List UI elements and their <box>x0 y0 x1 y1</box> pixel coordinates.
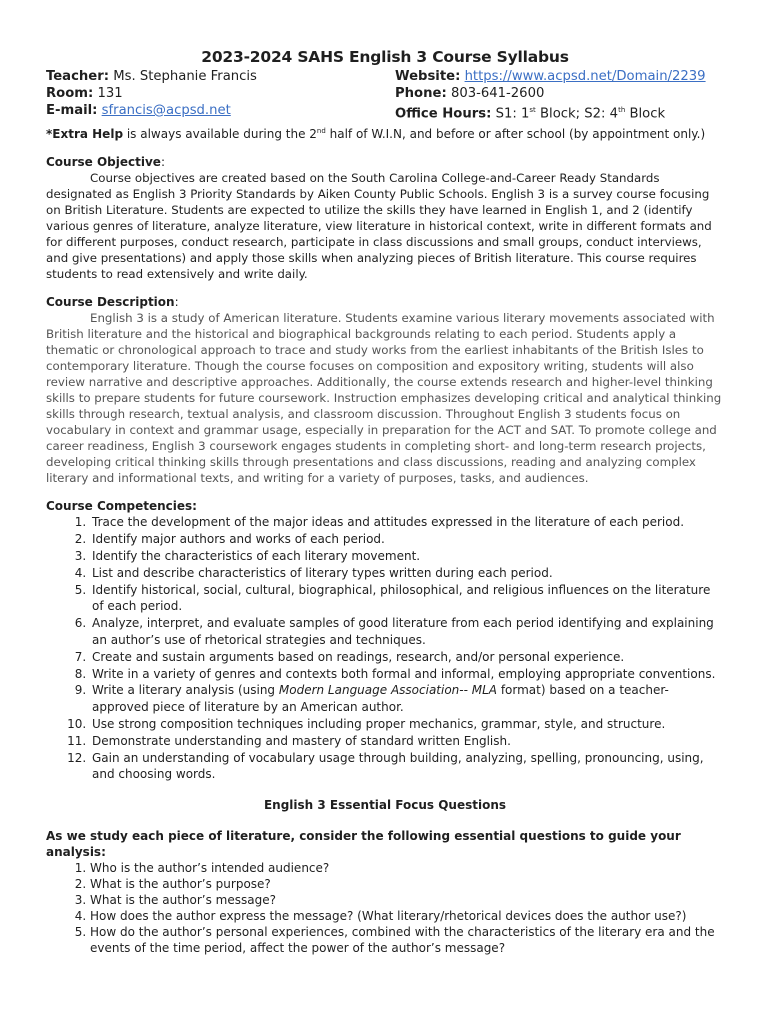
page-title: 2023-2024 SAHS English 3 Course Syllabus <box>201 48 569 66</box>
list-item: 1. Trace the development of the major ideas and attitudes expressed in the literature of each period. <box>90 514 724 531</box>
email-line <box>46 102 395 122</box>
essential-questions-heading: English 3 Essential Focus Questions <box>263 798 507 813</box>
office-hours-label: Office Hours: <box>395 106 492 122</box>
essential-questions-intro: As we study each piece of literature, consider the following essential questions to guide your analysis: <box>46 829 681 860</box>
office-hours-line <box>395 102 724 122</box>
teacher-label: Teacher: <box>46 69 110 84</box>
office-end: Block <box>625 106 666 122</box>
description-heading-text: Course Description <box>46 295 175 310</box>
item9-post: format) based on a teacher-approved piece of literature by an American author. <box>92 683 669 715</box>
website-label: Website: <box>395 69 461 84</box>
room-label: Room: <box>46 86 94 101</box>
website-line <box>395 68 724 85</box>
objective-paragraph: Course objectives are created based on the South Carolina College-and-Career Ready Standards designated as English 3 Priority Standards by Aiken County Public Schools. English 3 is a survey course focusing on British Literature. Students are expected to utilize the skills they have learned in English 1, and 2 (identify various genres of literature, analyze literature, view literature in historical context, write in different formats and for different purposes, conduct research, participate in class discussions and small groups, conduct interviews, and give presentations) and apply those skills when analyzing pieces of British literature. This course requires students to read extensively and write daily. <box>46 171 712 282</box>
list-item: 7. Create and sustain arguments based on readings, research, and/or personal experience. <box>90 649 724 666</box>
email-link[interactable]: sfrancis@acpsd.net <box>101 103 231 118</box>
list-item: 12. Gain an understanding of vocabulary usage through building, analyzing, spelling, pronouncing, using, and choosing words. <box>90 750 724 784</box>
list-item: 6. Analyze, interpret, and evaluate samples of good literature from each period identifying and explaining an author’s use of rhetorical strategies and techniques. <box>90 615 724 649</box>
extra-help-text2: half of W.I.N, and before or after school (by appointment only.) <box>325 127 706 142</box>
description-heading-colon: : <box>174 295 179 310</box>
list-item <box>90 682 724 716</box>
phone-label: Phone: <box>395 86 447 101</box>
phone-line <box>395 85 724 102</box>
room-line <box>46 85 395 102</box>
office-s1: S1: 1 <box>495 106 530 122</box>
list-item: 3. What is the author’s message? <box>90 892 724 908</box>
item9-pre: Write a literary analysis (using <box>92 683 279 698</box>
extra-help-note <box>46 123 724 142</box>
list-item: 2. Identify major authors and works of each period. <box>90 531 724 548</box>
list-item: 5. Identify historical, social, cultural, biographical, philosophical, and religious influences on the literature of each period. <box>90 582 724 616</box>
essential-questions-list <box>46 860 724 956</box>
office-mid: Block; S2: 4 <box>535 106 619 122</box>
competencies-list <box>46 514 724 783</box>
list-item: 4. How does the author express the message? (What literary/rhetorical devices does the author use?) <box>90 908 724 924</box>
list-item: 3. Identify the characteristics of each literary movement. <box>90 548 724 565</box>
extra-help-text1: is always available during the 2 <box>123 127 317 142</box>
list-item: 8. Write in a variety of genres and contexts both formal and informal, employing appropriate conventions. <box>90 666 724 683</box>
list-item: 4. List and describe characteristics of literary types written during each period. <box>90 565 724 582</box>
extra-help-label: *Extra Help <box>46 127 124 142</box>
list-item: 5. How do the author’s personal experiences, combined with the characteristics of the literary era and the events of the time period, affect the power of the author’s message? <box>90 924 724 956</box>
list-item: 11. Demonstrate understanding and mastery of standard written English. <box>90 733 724 750</box>
objective-heading-text: Course Objective <box>46 155 161 170</box>
list-item: 2. What is the author’s purpose? <box>90 876 724 892</box>
description-paragraph: English 3 is a study of American literature. Students examine various literary movements associated with British literature and the historical and biographical backgrounds relating to each period. Students apply a thematic or chronological approach to trace and study works from the earliest inhabitants of the British Isles to contemporary literature. Though the course focuses on composition and expository writing, students will also review narrative and descriptive approaches. Additionally, the course extends research and higher-level thinking skills to prepare students for future coursework. Instruction emphasizes developing critical and analytical thinking skills through research, textual analysis, and classroom discussion. Throughout English 3 students focus on vocabulary in context and grammar usage, especially in preparation for the ACT and SAT. To promote college and career readiness, English 3 coursework engages students in completing short- and long-term research projects, developing critical thinking skills through presentations and class discussions, reading and analyzing complex literary and informational texts, and writing for a variety of purposes, tasks, and audiences. <box>46 311 722 486</box>
teacher-value: Ms. Stephanie Francis <box>113 69 257 84</box>
office-s1-sup: st <box>529 106 536 114</box>
contact-info <box>46 68 724 122</box>
competencies-heading: Course Competencies: <box>46 499 197 514</box>
objective-heading <box>46 154 724 170</box>
teacher-line <box>46 68 395 85</box>
phone-value: 803-641-2600 <box>450 86 545 101</box>
item9-italic: Modern Language Association-- MLA <box>278 683 498 698</box>
room-value: 131 <box>97 86 123 101</box>
objective-heading-colon: : <box>160 155 165 170</box>
email-label: E-mail: <box>46 103 98 118</box>
list-item: 1. Who is the author’s intended audience? <box>90 860 724 876</box>
list-item: 10. Use strong composition techniques including proper mechanics, grammar, style, and structure. <box>90 716 724 733</box>
description-heading <box>46 294 724 310</box>
office-s2-sup: th <box>618 106 626 114</box>
website-link[interactable]: https://www.acpsd.net/Domain/2239 <box>464 69 706 84</box>
extra-help-sup: nd <box>316 127 326 136</box>
